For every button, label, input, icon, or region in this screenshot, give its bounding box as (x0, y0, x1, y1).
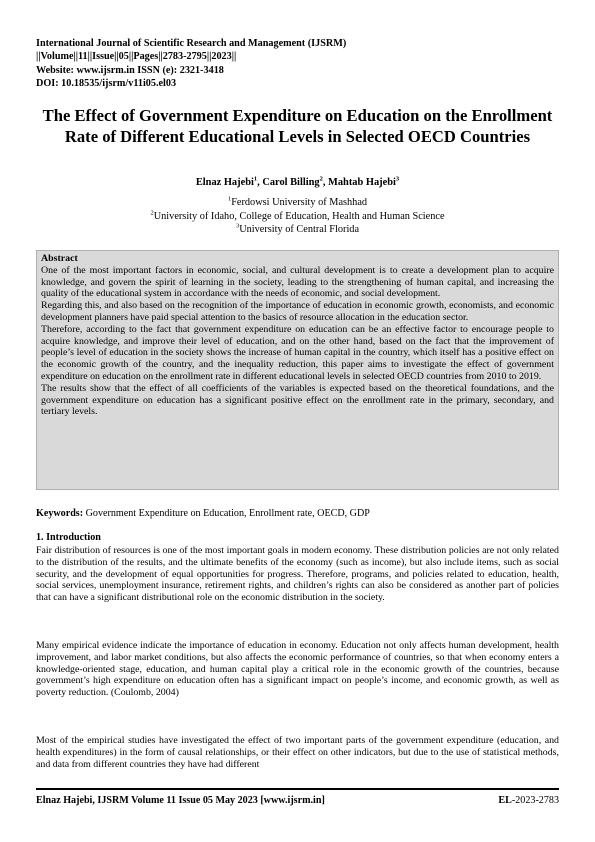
abstract-paragraph: Regarding this, and also based on the recognition of the importance of education in economic growth, economists, and economic development planners have paid special attention to the basics of resource allocation in the education sector. (41, 300, 554, 323)
body-paragraph: Most of the empirical studies have investigated the effect of two important parts of the government expenditure (education, and health expenditures) in the form of causal relationships, or their effect on other indicators, but due to the use of statistical methods, and data from different countries they have had different (36, 735, 559, 770)
footer-divider (36, 788, 559, 790)
author-superscript: 2 (319, 175, 323, 183)
affiliation-superscript: 1 (227, 195, 232, 203)
affiliation-text: University of Central Florida (239, 224, 360, 235)
footer-page-id (498, 795, 559, 806)
body-paragraph: Many empirical evidence indicate the importance of education in economy. Education not only affects human development, health improvement, and labor market conditions, but also affects the economic performance of countries, so that when economy enters a knowledge-oriented stage, education, and human capital play a critical role in the economic growth of the countries, because government’s high expenditure on education often has a significant impact on people’s income, and economic growth, as well as poverty reduction. (Coulomb, 2004) (36, 640, 559, 699)
section-heading: 1. Introduction (36, 532, 101, 543)
author-superscript: 3 (395, 175, 400, 183)
journal-name: International Journal of Scientific Research and Management (IJSRM) (36, 38, 347, 49)
author-name: Carol Billing (262, 177, 320, 188)
affiliation-text: University of Idaho, College of Education, Health and Human Science (153, 210, 445, 222)
footer-citation: Elnaz Hajebi, IJSRM Volume 11 Issue 05 May 2023 [www.ijsrm.in] (36, 795, 325, 806)
abstract-box (36, 250, 559, 490)
affiliation-superscript: 3 (235, 222, 240, 230)
author-name: Mahtab Hajebi (328, 177, 396, 188)
author-list: Elnaz Hajebi$^1$, Carol Billing$^2$, Mahtab Hajebi$^3$ (195, 175, 400, 188)
abstract-paragraph: Therefore, according to the fact that government expenditure on education can be an effective factor to encourage people to acquire knowledge, and improve their level of education, and on the other hand, based on the fact that the improvement of people’s level of education in the society shows the increase of human capital in the country, which itself has a positive effect on the economic growth of the country, and the inequality reduction, this paper aims to investigate the effect of government expenditure on education on the enrollment rate in different educational levels in selected OECD countries from 2010 to 2019. (41, 323, 554, 382)
affiliation (36, 210, 559, 224)
affiliation-text: Ferdowsi University of Mashhad (231, 197, 368, 208)
affiliation (36, 223, 559, 237)
journal-doi: DOI: 10.18535/ijsrm/v11i05.el03 (36, 78, 177, 90)
abstract-paragraph: One of the most important factors in economic, social, and cultural development is to create a development plan to acquire knowledge, and govern the spirit of learning in the society, leading to the strengthening of human capital, and increasing the quality of the educational system in accordance with the needs of economic, and social development. (41, 264, 554, 300)
abstract-heading: Abstract (41, 253, 78, 264)
keywords (36, 508, 559, 520)
affiliations (36, 196, 559, 237)
abstract-paragraph: The results show that the effect of all coefficients of the variables is expected based on the theoretical foundations, and the government expenditure on education has a significant positive effect on the enrollment rate in the primary, secondary, and tertiary levels. (41, 382, 554, 418)
footer-page-number: -2023-2783 (511, 795, 559, 806)
journal-website-issn: Website: www.ijsrm.in ISSN (e): 2321-3418 (36, 64, 224, 76)
body-paragraph: Fair distribution of resources is one of the most important goals in modern economy. These distribution policies are not only related to the distribution of the results, and the ultimate benefits of the economy (such as income), but also include items, such as social security, and the development of equal opportunities for progress. Therefore, programs, and policies related to education, health, social services, unemployment insurance, retirement rights, and children’s rights can also be considered as another part of policies that can have a significant distributional role on the economic distribution in the society. (36, 545, 559, 604)
journal-volume-info: ||Volume||11||Issue||05||Pages||2783-2795||2023|| (36, 51, 237, 63)
keywords-label: Keywords: (36, 508, 84, 519)
author-name: Elnaz Hajebi (195, 177, 254, 188)
keywords-text: Government Expenditure on Education, Enrollment rate, OECD, GDP (83, 508, 370, 519)
affiliation-superscript: 2 (150, 209, 154, 217)
journal-header (36, 37, 556, 91)
affiliation (36, 196, 559, 210)
paper-title: The Effect of Government Expenditure on Education on the Enrollment Rate of Different Educational Levels in Selected OECD Countries (42, 106, 553, 146)
footer-page-prefix: EL (498, 795, 512, 806)
author-superscript: 1 (253, 175, 258, 183)
